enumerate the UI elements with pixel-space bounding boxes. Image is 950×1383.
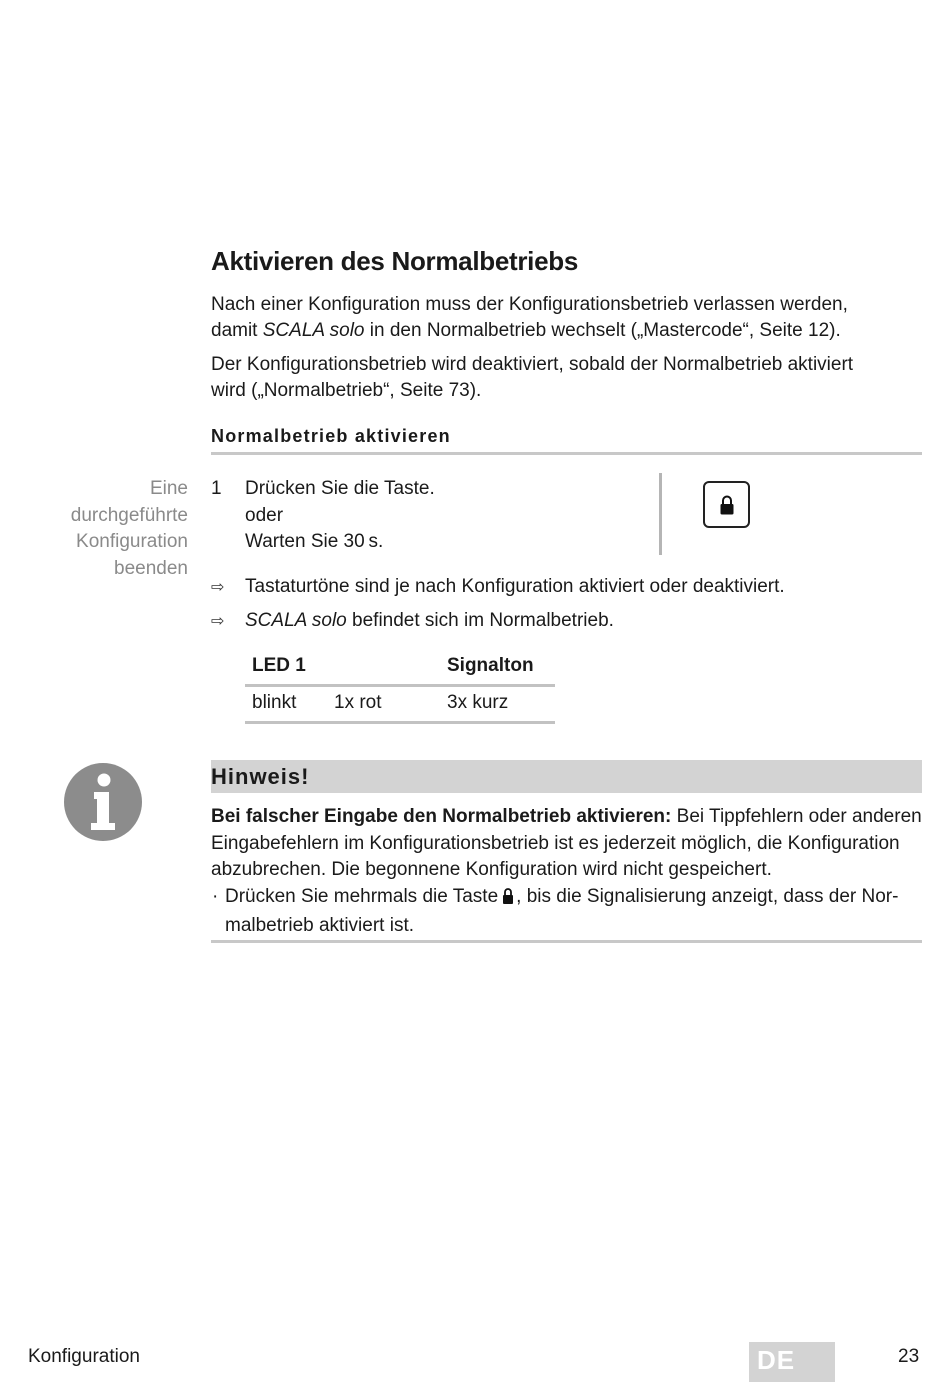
intro-paragraph — [211, 292, 921, 344]
margin-note: Eine durchgeführte Konfiguration beenden — [70, 478, 188, 579]
hinweis-text: Bei falscher Eingabe den Normalbetrieb aktivieren: Bei Tippfehlern oder anderen Eingabefehlern im Konfigurationsbetrieb ist es jederzeit möglich, die Konfiguration abzubrechen. Die begonnene Konfiguration wird nicht gespeichert. — [211, 806, 922, 880]
table-divider — [245, 721, 555, 724]
procedure-divider — [211, 452, 922, 455]
result-item: ⇨ Tastaturtöne sind je nach Konfiguration aktiviert oder deaktiviert. — [211, 574, 785, 601]
hinweis-header-bar — [211, 760, 922, 793]
table-cell: blinkt — [252, 692, 297, 713]
product-name: SCALA solo — [245, 610, 347, 631]
result-arrow-icon: ⇨ — [211, 579, 225, 596]
deactivation-line: wird („Normalbetrieb“, Seite 73). — [211, 380, 482, 401]
info-icon — [64, 763, 142, 841]
footer-chapter: Konfiguration — [28, 1346, 140, 1367]
deactivation-line: Der Konfigurationsbetrieb wird deaktiviert, sobald der Normalbetrieb aktiviert — [211, 354, 854, 375]
product-name: SCALA solo — [262, 320, 365, 341]
hinweis-title: Hinweis! — [211, 764, 310, 789]
hinweis-bullet: · Drücken Sie mehrmals die Taste , bis die Signalisierung anzeigt, dass der Normalbetrieb aktiviert ist. — [211, 884, 923, 940]
procedure-title: Normalbetrieb aktivieren — [211, 426, 451, 446]
info-glyph — [64, 763, 142, 841]
language-label: DE — [757, 1345, 796, 1375]
step-instructions: Drücken Sie die Taste. oder Warten Sie 30 s. — [245, 478, 435, 552]
deactivation-paragraph — [211, 352, 921, 404]
table-header: Signalton — [447, 655, 534, 676]
section-title: Aktivieren des Normalbetriebs — [211, 246, 578, 276]
intro-line: Nach einer Konfiguration muss der Konfigurationsbetrieb verlassen werden, — [211, 294, 848, 315]
table-header-row — [245, 650, 555, 684]
step-separator — [659, 473, 662, 555]
hinweis-bold-intro: Bei falscher Eingabe den Normalbetrieb aktivieren: — [211, 806, 672, 827]
lock-key-button — [703, 481, 750, 528]
intro-line: damit SCALA solo in den Normalbetrieb wechselt („Mastercode“, Seite 12). — [211, 320, 841, 341]
table-cell: 1x rot — [334, 692, 382, 713]
signal-table — [245, 650, 555, 724]
table-row — [245, 687, 555, 721]
lock-icon — [502, 887, 514, 914]
result-item: ⇨ SCALA solo befindet sich im Normalbetrieb. — [211, 608, 614, 635]
result-arrow-icon: ⇨ — [211, 613, 225, 630]
step-number: 1 — [211, 478, 222, 499]
table-header: LED 1 — [252, 655, 306, 676]
hinweis-body — [211, 804, 923, 940]
page-number: 23 — [898, 1346, 920, 1367]
lock-icon — [719, 494, 735, 516]
table-cell: 3x kurz — [447, 692, 509, 713]
hinweis-divider — [211, 940, 922, 943]
